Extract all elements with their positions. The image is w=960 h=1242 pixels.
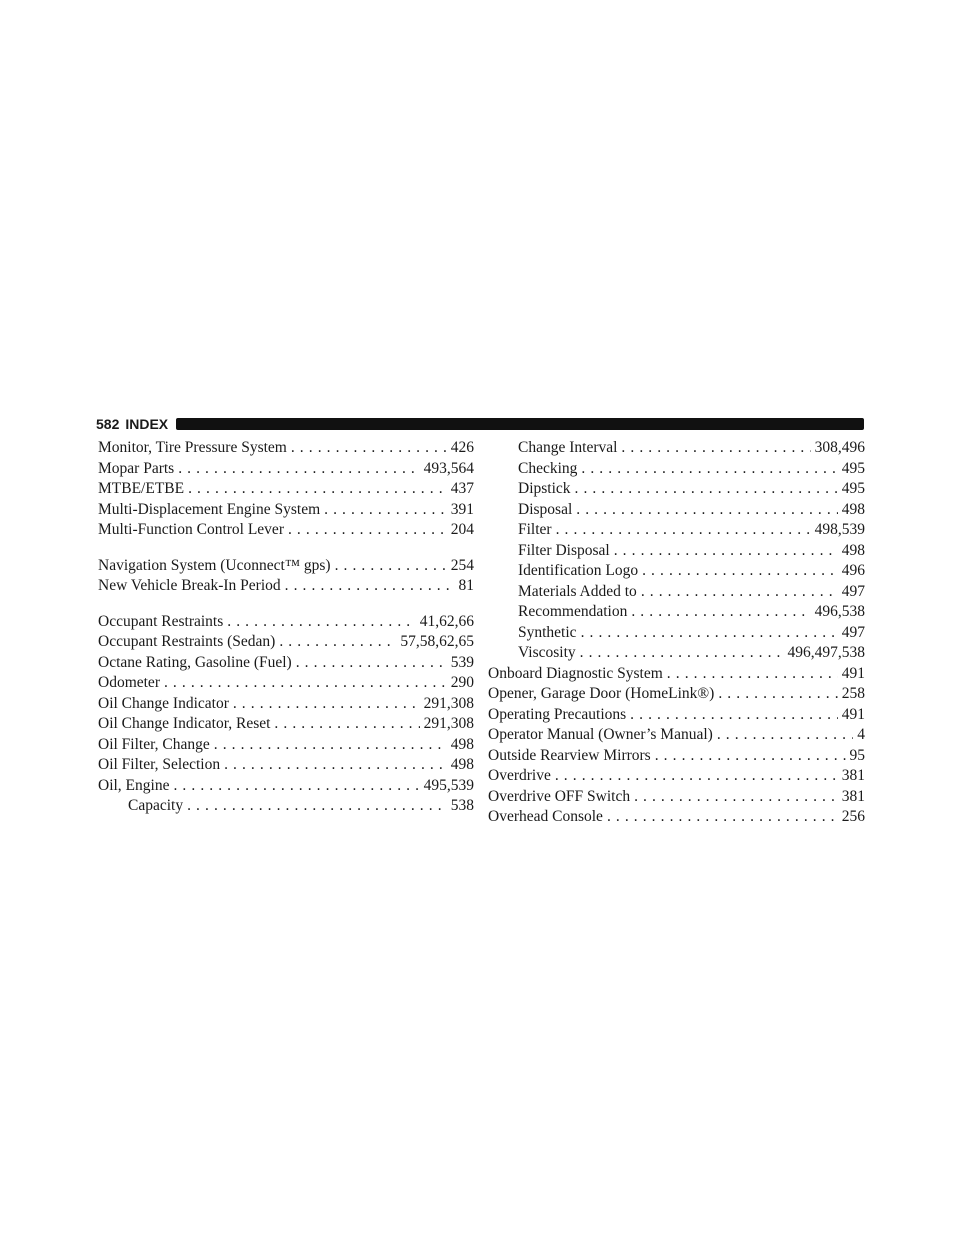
entry-label: Outside Rearview Mirrors [488, 746, 651, 764]
index-entry [98, 755, 474, 776]
entry-label: Odometer [98, 674, 160, 691]
entry-label: Overdrive [488, 767, 551, 784]
index-subentry [98, 796, 474, 817]
index-subentry [488, 602, 865, 623]
index-entry [98, 714, 474, 735]
entry-page-ref: 498 [450, 756, 474, 773]
entry-label: Operating Precautions [488, 705, 627, 723]
entry-page-ref: 256 [841, 808, 865, 825]
dot-leader [580, 643, 784, 664]
page-header [96, 414, 864, 434]
entry-label: Multi-Function Control Lever [98, 521, 284, 538]
entry-page-ref: 495 [841, 459, 865, 477]
entry-label: MTBE/ETBE [98, 480, 185, 497]
entry-page-ref: 496,538 [814, 603, 865, 620]
entry-page-ref: 426 [450, 439, 474, 456]
dot-leader [581, 623, 838, 644]
dot-leader [233, 694, 420, 715]
entry-page-ref: 381 [841, 767, 865, 784]
index-entry [98, 673, 474, 694]
entry-page-ref: 95 [849, 746, 865, 764]
dot-leader [576, 500, 838, 521]
section-title: INDEX [125, 416, 169, 432]
dot-leader [717, 725, 853, 746]
index-entry [488, 664, 865, 685]
dot-leader [718, 684, 837, 705]
index-subentry [488, 582, 865, 603]
dot-leader [173, 776, 419, 797]
dot-leader [164, 673, 447, 694]
entry-label: Oil Filter, Change [98, 735, 210, 753]
dot-leader [279, 632, 396, 653]
entry-label: Oil, Engine [98, 776, 170, 794]
index-entry [98, 459, 474, 480]
entry-page-ref: 498 [841, 541, 865, 559]
dot-leader [324, 500, 447, 521]
entry-page-ref: 57,58,62,65 [400, 633, 474, 650]
page-number: 582 [96, 416, 120, 432]
dot-leader [630, 705, 838, 726]
entry-page-ref: 391 [450, 500, 474, 518]
entry-label: Oil Change Indicator [98, 694, 229, 712]
index-entry [488, 705, 865, 726]
dot-leader [335, 556, 447, 577]
entry-page-ref: 497 [841, 623, 865, 641]
dot-leader [291, 438, 447, 459]
entry-label: Monitor, Tire Pressure System [98, 439, 287, 456]
entry-label: New Vehicle Break-In Period [98, 577, 281, 594]
index-entry [488, 807, 865, 828]
index-subentry [488, 438, 865, 459]
dot-leader [224, 755, 447, 776]
entry-page-ref: 491 [841, 664, 865, 682]
dot-leader [631, 602, 810, 623]
entry-page-ref: 4 [857, 726, 865, 743]
dot-leader [288, 520, 447, 541]
index-entry [98, 438, 474, 459]
index-entry [98, 500, 474, 521]
entry-page-ref: 538 [450, 797, 474, 814]
entry-page-ref: 496 [841, 562, 865, 579]
dot-leader [641, 582, 838, 603]
entry-page-ref: 291,308 [423, 694, 474, 712]
entry-page-ref: 291,308 [423, 715, 474, 732]
entry-page-ref: 290 [450, 674, 474, 691]
entry-label: Overdrive OFF Switch [488, 787, 631, 805]
entry-label: Mopar Parts [98, 459, 175, 477]
dot-leader [296, 653, 447, 674]
dot-leader [178, 459, 419, 480]
dot-leader [634, 787, 838, 808]
index-subentry [488, 541, 865, 562]
entry-label: Onboard Diagnostic System [488, 664, 663, 682]
index-entry [98, 520, 474, 541]
index-entry [98, 479, 474, 500]
entry-page-ref: 539 [450, 653, 474, 671]
dot-leader [187, 796, 447, 817]
entry-label: Capacity [128, 797, 184, 814]
entry-page-ref: 493,564 [423, 459, 474, 477]
dot-leader [285, 576, 455, 597]
dot-leader [274, 714, 419, 735]
index-column-right [488, 438, 865, 828]
entry-label: Dipstick [518, 480, 571, 497]
entry-label: Materials Added to [518, 582, 637, 600]
dot-leader [642, 561, 838, 582]
dot-leader [188, 479, 447, 500]
entry-page-ref: 308,496 [814, 439, 865, 456]
entry-page-ref: 495 [841, 480, 865, 497]
dot-leader [655, 746, 846, 767]
entry-label: Octane Rating, Gasoline (Fuel) [98, 653, 292, 671]
entry-label: Operator Manual (Owner’s Manual) [488, 726, 713, 743]
index-subentry [488, 500, 865, 521]
dot-leader [614, 541, 838, 562]
header-rule [176, 418, 864, 430]
entry-label: Recommendation [518, 603, 628, 620]
dot-leader [667, 664, 838, 685]
index-entry [98, 632, 474, 653]
index-entry [98, 556, 474, 577]
entry-page-ref: 491 [841, 705, 865, 723]
index-entry [488, 725, 865, 746]
entry-label: Navigation System (Uconnect™ gps) [98, 556, 331, 574]
index-entry [98, 576, 474, 597]
index-subentry [488, 643, 865, 664]
index-subentry [488, 520, 865, 541]
entry-page-ref: 41,62,66 [419, 612, 474, 630]
entry-page-ref: 498 [450, 735, 474, 753]
dot-leader [581, 459, 837, 480]
entry-label: Filter Disposal [518, 541, 610, 559]
index-entry [488, 746, 865, 767]
entry-page-ref: 381 [841, 787, 865, 805]
dot-leader [575, 479, 838, 500]
entry-page-ref: 498,539 [814, 521, 865, 538]
dot-leader [607, 807, 838, 828]
entry-label: Overhead Console [488, 808, 603, 825]
index-entry [98, 612, 474, 633]
entry-page-ref: 204 [450, 521, 474, 538]
entry-page-ref: 498 [841, 500, 865, 518]
index-entry [488, 684, 865, 705]
entry-label: Oil Filter, Selection [98, 756, 221, 773]
entry-page-ref: 496,497,538 [787, 644, 865, 661]
entry-page-ref: 258 [841, 685, 865, 702]
entry-label: Multi-Displacement Engine System [98, 500, 321, 518]
index-entry [98, 653, 474, 674]
index-column-left [98, 438, 474, 817]
entry-page-ref: 254 [450, 556, 474, 574]
index-entry [98, 694, 474, 715]
index-subentry [488, 623, 865, 644]
entry-label: Occupant Restraints (Sedan) [98, 633, 276, 650]
index-entry [488, 787, 865, 808]
dot-leader [555, 766, 838, 787]
entry-page-ref: 81 [458, 577, 474, 594]
index-subentry [488, 479, 865, 500]
entry-page-ref: 437 [450, 480, 474, 497]
dot-leader [621, 438, 810, 459]
index-entry [98, 776, 474, 797]
entry-page-ref: 495,539 [423, 776, 474, 794]
entry-label: Synthetic [518, 623, 577, 641]
index-subentry [488, 561, 865, 582]
entry-label: Oil Change Indicator, Reset [98, 715, 271, 732]
index-subentry [488, 459, 865, 480]
dot-leader [227, 612, 415, 633]
entry-label: Change Interval [518, 439, 618, 456]
dot-leader [556, 520, 811, 541]
entry-label: Viscosity [518, 644, 576, 661]
index-entry [98, 735, 474, 756]
entry-label: Occupant Restraints [98, 612, 224, 630]
entry-page-ref: 497 [841, 582, 865, 600]
dot-leader [214, 735, 447, 756]
entry-label: Opener, Garage Door (HomeLink®) [488, 685, 715, 702]
entry-label: Identification Logo [518, 562, 639, 579]
entry-label: Disposal [518, 500, 573, 518]
index-entry [488, 766, 865, 787]
entry-label: Filter [518, 521, 552, 538]
entry-label: Checking [518, 459, 578, 477]
